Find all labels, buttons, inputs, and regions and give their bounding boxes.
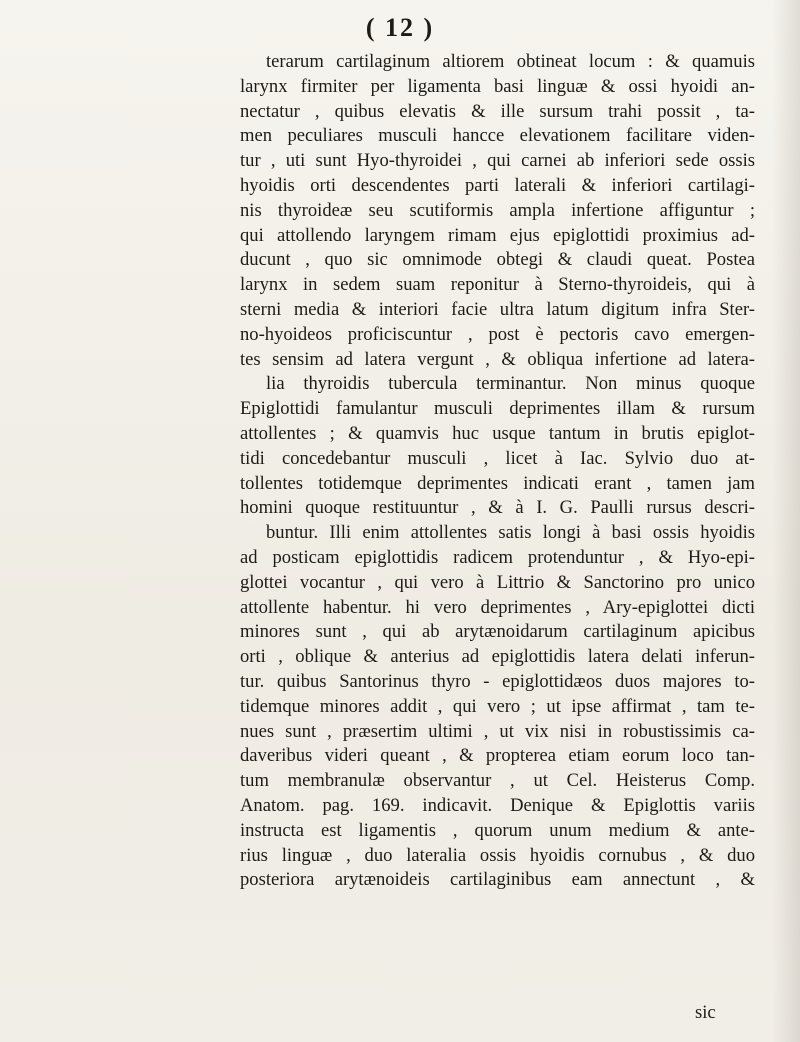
text-line: glottei vocantur , qui vero à Littrio & Sanctorino pro unico (240, 571, 755, 593)
page-number: ( 12 ) (365, 13, 435, 42)
text-line: ad posticam epiglottidis radicem protenduntur , & Hyo-epi- (240, 546, 755, 568)
text-line: terarum cartilaginum altiorem obtineat locum : & quamuis (266, 51, 755, 72)
text-line: tur. quibus Santorinus thyro - epiglottidæos duos majores to- (240, 670, 755, 692)
text-line: nues sunt , præsertim ultimi , ut vix nisi in robustissimis ca- (240, 720, 755, 742)
text-line: tidemque minores addit , qui vero ; ut ipse affirmat , tam te- (240, 695, 755, 717)
text-line: rius linguæ , duo lateralia ossis hyoidis cornubus , & duo (240, 844, 755, 866)
text-line: tidi concedebantur musculi , licet à Iac. Sylvio duo at- (240, 447, 755, 469)
text-line: Epiglottidi famulantur musculi deprimentes illam & rursum (240, 398, 755, 420)
text-line: men peculiares musculi hancce elevationem facilitare viden- (240, 125, 755, 147)
text-line: tur , uti sunt Hyo-thyroidei , qui carnei ab inferiori sede ossis (240, 150, 755, 172)
text-line: larynx firmiter per ligamenta basi linguæ & ossi hyoidi an- (240, 75, 755, 97)
text-line: lia thyroidis tubercula terminantur. Non minus quoque (266, 373, 755, 395)
text-line: nectatur , quibus elevatis & ille sursum trahi possit , ta- (240, 100, 755, 122)
text-line: posteriora arytænoideis cartilaginibus eam annectunt , & (240, 869, 755, 891)
text-line: larynx in sedem suam reponitur à Sterno-thyroideis, qui à (240, 274, 755, 296)
text-line: tes sensim ad latera vergunt , & obliqua infertione ad latera- (240, 348, 755, 370)
text-line: daveribus videri queant , & propterea etiam eorum loco tan- (240, 745, 755, 767)
text-line: sterni media & interiori facie ultra latum digitum infra Ster- (240, 298, 755, 320)
text-line: attollente habentur. hi vero deprimentes , Ary-epiglottei dicti (240, 596, 755, 618)
text-line: homini quoque restituuntur , & à I. G. Paulli rursus descri- (240, 497, 755, 519)
text-line: attollentes ; & quamvis huc usque tantum in brutis epiglot- (240, 422, 755, 444)
text-line: Anatom. pag. 169. indicavit. Denique & Epiglottis variis (240, 794, 755, 816)
text-line: qui attollendo laryngem rimam ejus epiglottidi proximius ad- (240, 224, 755, 246)
running-head (0, 8, 800, 48)
text-line: nis thyroideæ seu scutiformis ampla infertione affiguntur ; (240, 199, 755, 221)
text-line: tum membranulæ observantur , ut Cel. Heisterus Comp. (240, 770, 755, 792)
text-line: hyoidis orti descendentes parti laterali & inferiori cartilagi- (240, 174, 755, 196)
page-edge-shadow (772, 0, 800, 1042)
text-line: instructa est ligamentis , quorum unum medium & ante- (240, 819, 755, 841)
text-line: orti , oblique & anterius ad epiglottidis latera delati inferun- (240, 646, 755, 668)
text-line: tollentes totidemque deprimentes indicati erant , tamen jam (240, 472, 755, 494)
catchword: sic (695, 1002, 716, 1023)
text-line: no-hyoideos proficiscuntur , post è pectoris cavo emergen- (240, 323, 755, 345)
text-line: ducunt , quo sic omnimode obtegi & claudi queat. Postea (240, 249, 755, 271)
text-line: buntur. Illi enim attollentes satis longi à basi ossis hyoidis (266, 522, 755, 544)
text-line: minores sunt , qui ab arytænoidarum cartilaginum apicibus (240, 621, 755, 643)
body-text (240, 50, 755, 893)
